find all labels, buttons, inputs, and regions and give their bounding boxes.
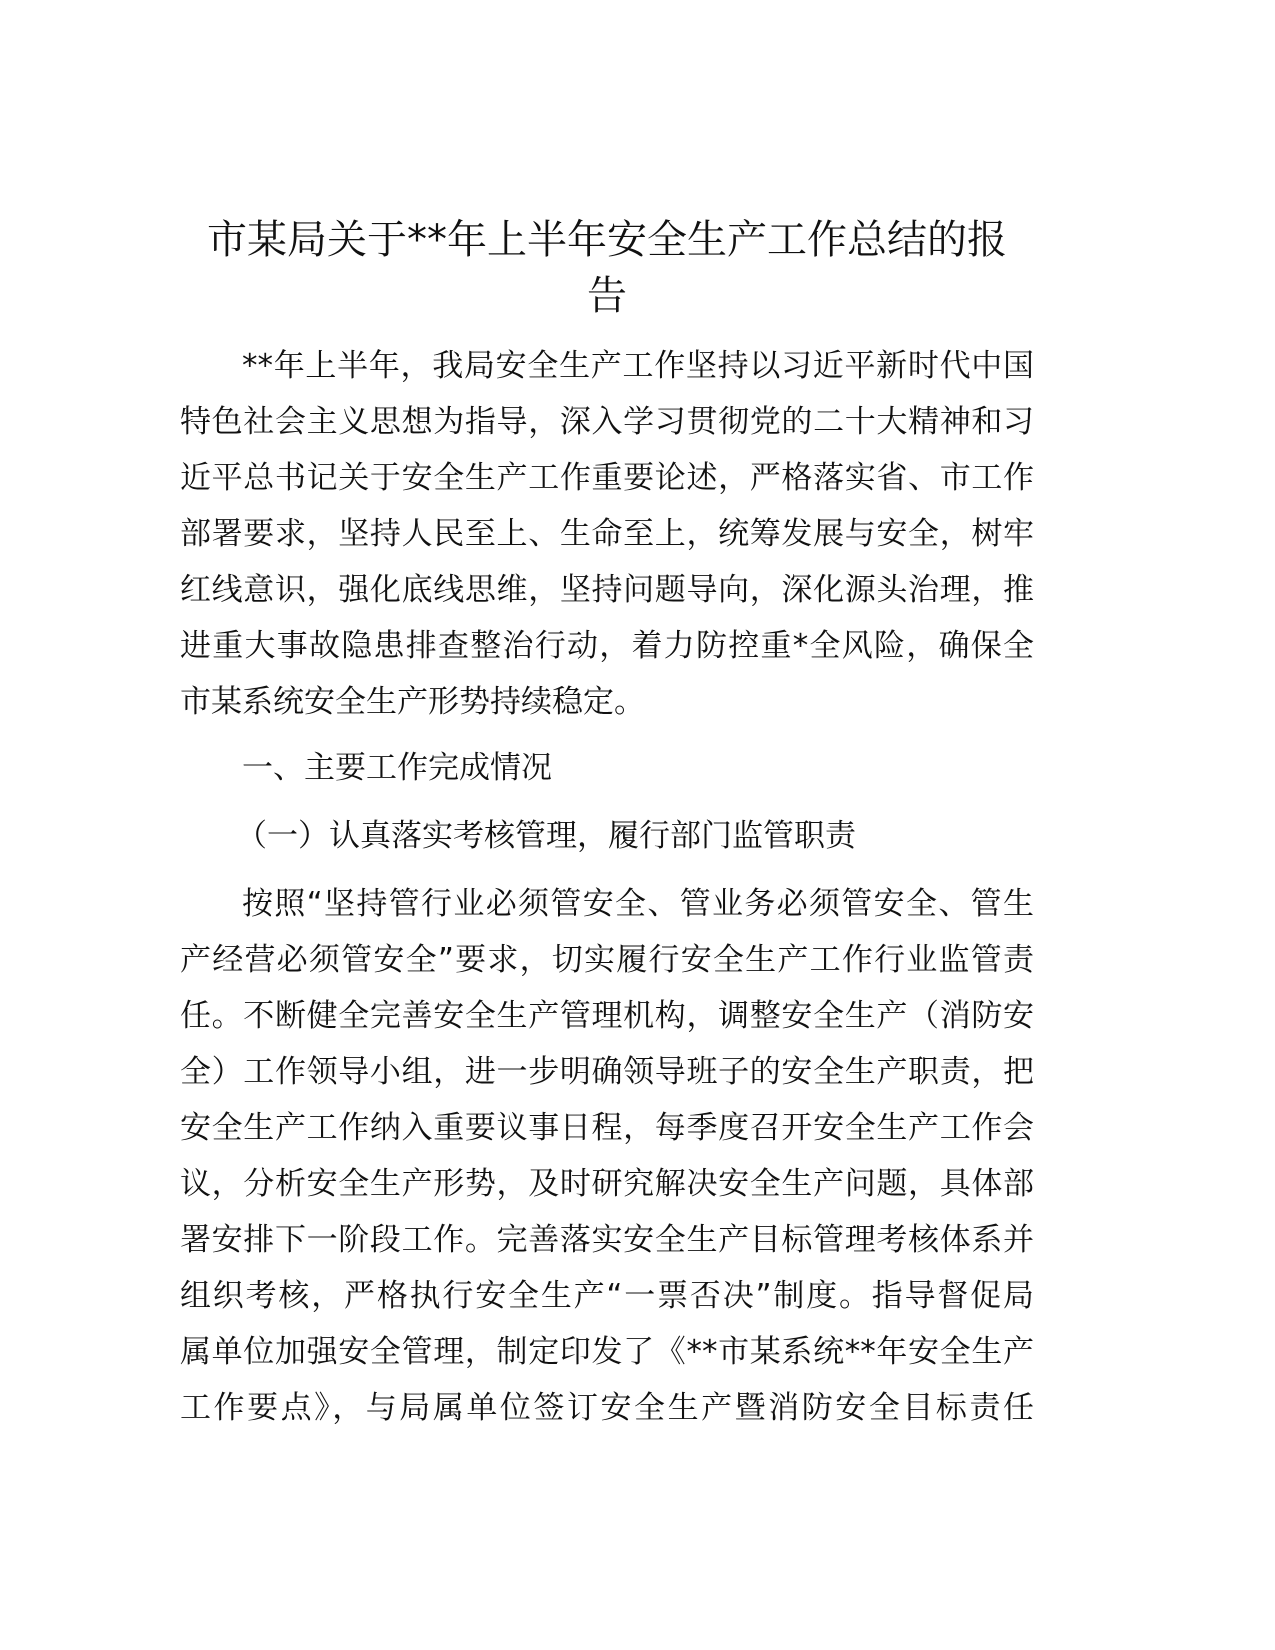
intro-line-2: 特色社会主义思想为指导，深入学习贯彻党的二十大精神和习 (180, 404, 1034, 440)
body-line-2: 产经营必须管安全”要求，切实履行安全生产工作行业监管责 (180, 942, 1034, 978)
body-line-4: 全）工作领导小组，进一步明确领导班子的安全生产职责，把 (180, 1054, 1034, 1090)
body-line-6: 议，分析安全生产形势，及时研究解决安全生产问题，具体部 (180, 1166, 1034, 1202)
title-line-2: 告 (587, 273, 627, 319)
intro-line-7: 市某系统安全生产形势持续稳定。 (180, 684, 645, 720)
body-line-7: 署安排下一阶段工作。完善落实安全生产目标管理考核体系并 (180, 1222, 1034, 1258)
body-line-3: 任。不断健全完善安全生产管理机构，调整安全生产（消防安 (180, 998, 1034, 1034)
document-title (180, 212, 1034, 324)
title-line-1: 市某局关于**年上半年安全生产工作总结的报 (207, 217, 1007, 263)
body-line-10: 工作要点》，与局属单位签订安全生产暨消防安全目标责任 (180, 1390, 1034, 1426)
section-heading: 一、主要工作完成情况 (242, 750, 552, 786)
intro-line-6: 进重大事故隐患排查整治行动，着力防控重*全风险，确保全 (180, 628, 1034, 664)
body-line-9: 属单位加强安全管理，制定印发了《**市某系统**年安全生产 (180, 1334, 1034, 1370)
subsection-heading: （一）认真落实考核管理，履行部门监管职责 (236, 818, 856, 854)
intro-line-1: **年上半年，我局安全生产工作坚持以习近平新时代中国 (242, 348, 1034, 384)
intro-line-3: 近平总书记关于安全生产工作重要论述，严格落实省、市工作 (180, 460, 1034, 496)
intro-line-5: 红线意识，强化底线思维，坚持问题导向，深化源头治理，推 (180, 572, 1034, 608)
body-line-1: 按照“坚持管行业必须管安全、管业务必须管安全、管生 (242, 886, 1034, 922)
intro-line-4: 部署要求，坚持人民至上、生命至上，统筹发展与安全，树牢 (180, 516, 1034, 552)
body-line-8: 组织考核，严格执行安全生产“一票否决”制度。指导督促局 (180, 1278, 1034, 1314)
body-line-5: 安全生产工作纳入重要议事日程，每季度召开安全生产工作会 (180, 1110, 1034, 1146)
